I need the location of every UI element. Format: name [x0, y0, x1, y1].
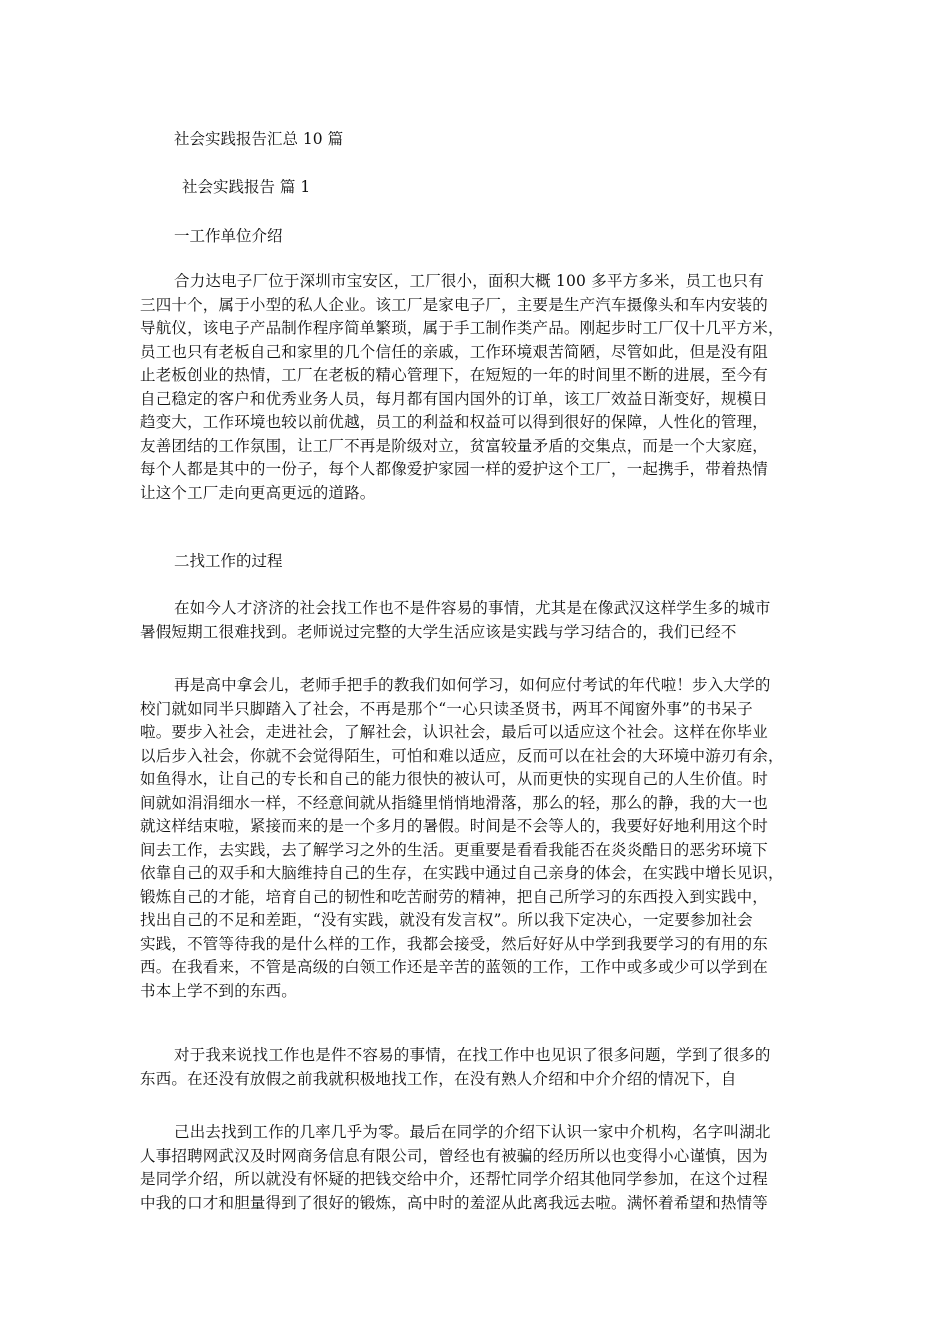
paragraph-job-search-4 [140, 1121, 820, 1215]
document-title: 社会实践报告汇总 10 篇 [174, 130, 344, 148]
paragraph-line: 书本上学不到的东西。 [140, 981, 298, 1000]
paragraph-line: 暑假短期工很难找到。老师说过完整的大学生活应该是实践与学习结合的，我们已经不 [140, 622, 737, 641]
paragraph-job-search-1 [140, 597, 820, 644]
section-heading-1: 一工作单位介绍 [174, 227, 283, 245]
paragraph-line: 校门就如同半只脚踏入了社会，不再是那个“一心只读圣贤书，两耳不闻窗外事”的书呆子 [140, 699, 753, 718]
paragraph-line: 就这样结束啦，紧接而来的是一个多月的暑假。时间是不会等人的，我要好好地利用这个时 [140, 817, 769, 835]
paragraph-line: 止老板创业的热情，工厂在老板的精心管理下，在短短的一年的时间里不断的进展，至今有 [140, 366, 769, 384]
paragraph-line: 三四十个，属于小型的私人企业。该工厂是家电子厂，主要是生产汽车摄像头和车内安装的 [140, 295, 769, 314]
paragraph-line: 找出自己的不足和差距，“没有实践，就没有发言权”。所以我下定决心，一定要参加社会 [140, 911, 753, 929]
paragraph-line: 如鱼得水，让自己的专长和自己的能力很快的被认可，从而更快的实现自己的人生价值。时 [140, 770, 769, 788]
paragraph-line: 依靠自己的双手和大脑维持自己的生存，在实践中通过自己亲身的体会，在实践中增长见识， [140, 864, 784, 882]
paragraph-job-search-2 [140, 674, 820, 1003]
paragraph-line: 以后步入社会，你就不会觉得陌生，可怕和难以适应，反而可以在社会的大环境中游刃有余， [140, 746, 784, 765]
paragraph-line: 让这个工厂走向更高更远的道路。 [140, 483, 376, 502]
paragraph-line: 实践，不管等待我的是什么样的工作，我都会接受，然后好好从中学到我要学习的有用的东 [140, 934, 769, 953]
paragraph-line: 导航仪，该电子产品制作程序简单繁琐，属于手工制作类产品。刚起步时工厂仅十几平方米， [140, 319, 784, 337]
paragraph-line: 是同学介绍，所以就没有怀疑的把钱交给中介，还帮忙同学介绍其他同学参加，在这个过程 [140, 1170, 769, 1188]
paragraph-line: 中我的口才和胆量得到了很好的锻炼，高中时的羞涩从此离我远去啦。满怀着希望和热情等 [140, 1193, 769, 1212]
paragraph-line: 对于我来说找工作也是件不容易的事情，在找工作中也见识了很多问题，学到了很多的 [174, 1046, 771, 1064]
paragraph-job-search-3 [140, 1044, 820, 1091]
paragraph-line: 自己稳定的客户和优秀业务人员，每月都有国内国外的订单，该工厂效益日渐变好，规模日 [140, 389, 769, 408]
paragraph-company-intro [140, 270, 820, 505]
paragraph-line: 再是高中拿会儿，老师手把手的教我们如何学习，如何应付考试的年代啦！步入大学的 [174, 676, 771, 694]
paragraph-line: 友善团结的工作氛围，让工厂不再是阶级对立，贫富较量矛盾的交集点，而是一个大家庭， [140, 436, 769, 455]
paragraph-line: 东西。在还没有放假之前我就积极地找工作，在没有熟人介绍和中介介绍的情况下，自 [140, 1069, 737, 1088]
section-heading-2: 二找工作的过程 [174, 552, 283, 570]
paragraph-line: 锻炼自己的才能，培育自己的韧性和吃苦耐劳的精神，把自己所学习的东西投入到实践中， [140, 887, 769, 906]
paragraph-line: 员工也只有老板自己和家里的几个信任的亲戚，工作环境艰苦简陋，尽管如此，但是没有阻 [140, 342, 769, 361]
paragraph-line: 人事招聘网武汉及时网商务信息有限公司，曾经也有被骗的经历所以也变得小心谨慎，因为 [140, 1146, 769, 1165]
paragraph-line: 己出去找到工作的几率几乎为零。最后在同学的介绍下认识一家中介机构，名字叫湖北 [174, 1123, 771, 1141]
paragraph-line: 间去工作，去实践，去了解学习之外的生活。更重要是看看我能否在炎炎酷日的恶劣环境下 [140, 840, 769, 859]
paragraph-line: 西。在我看来，不管是高级的白领工作还是辛苦的蓝领的工作，工作中或多或少可以学到在 [140, 958, 769, 976]
paragraph-line: 趋变大，工作环境也较以前优越，员工的利益和权益可以得到很好的保障，人性化的管理， [140, 413, 769, 431]
paragraph-line: 合力达电子厂位于深圳市宝安区，工厂很小，面积大概 100 多平方多米，员工也只有 [174, 272, 764, 290]
paragraph-line: 每个人都是其中的一份子，每个人都像爱护家园一样的爱护这个工厂，一起携手，带着热情 [140, 460, 769, 478]
paragraph-line: 啦。要步入社会，走进社会，了解社会，认识社会，最后可以适应这个社会。这样在你毕业 [140, 723, 769, 741]
document-subtitle: 社会实践报告 篇 1 [182, 178, 311, 196]
paragraph-line: 在如今人才济济的社会找工作也不是件容易的事情，尤其是在像武汉这样学生多的城市 [174, 599, 771, 617]
paragraph-line: 间就如涓涓细水一样，不经意间就从指缝里悄悄地滑落，那么的轻，那么的静，我的大一也 [140, 793, 769, 812]
